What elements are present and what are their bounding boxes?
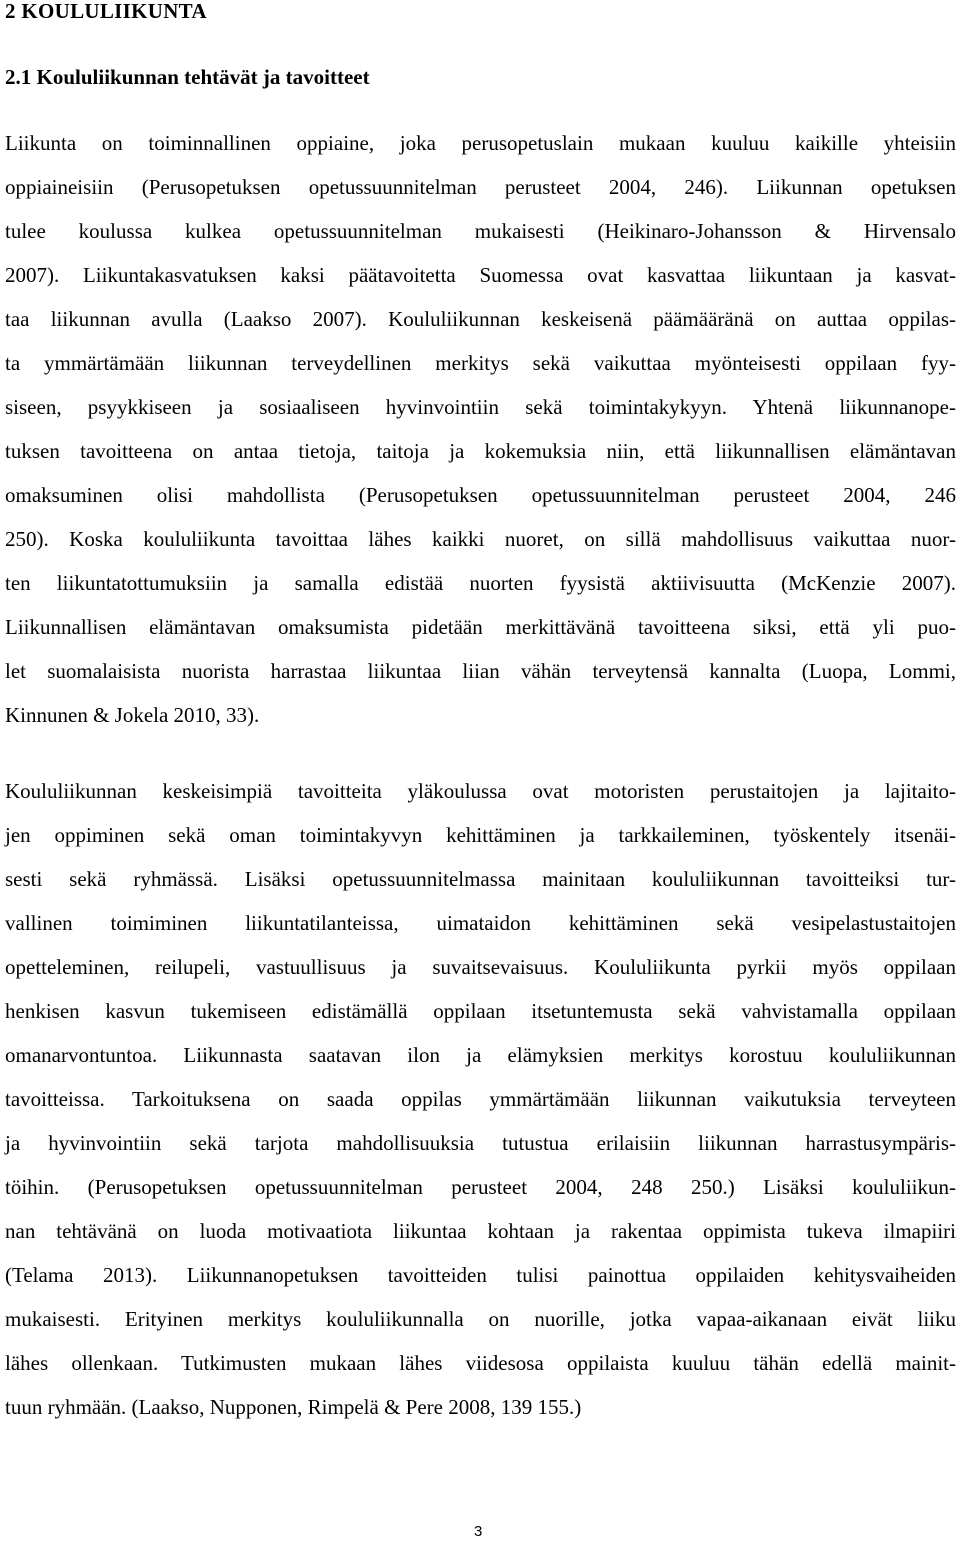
paragraph-2: [5, 769, 956, 1429]
paragraph-line: tuun ryhmään. (Laakso, Nupponen, Rimpelä & Pere 2008, 139 155.): [5, 1395, 582, 1419]
section-heading: 2.1 Koululiikunnan tehtävät ja tavoitteet: [5, 65, 370, 89]
paragraph-line: siseen, psyykkiseen ja sosiaaliseen hyvinvointiin sekä toimintakykyyn. Yhtenä liikunnanope-: [5, 395, 956, 419]
paragraph-line: omaksuminen olisi mahdollista (Perusopetuksen opetussuunnitelman perusteet 2004, 246: [5, 483, 956, 507]
paragraph-line: opetteleminen, reilupeli, vastuullisuus ja suvaitsevaisuus. Koululiikunta pyrkii myös oppilaan: [5, 955, 956, 979]
paragraph-line: nan tehtävänä on luoda motivaatiota liikuntaa kohtaan ja rakentaa oppimista tukeva ilmapiiri: [5, 1219, 956, 1243]
paragraph-line: vallinen toimiminen liikuntatilanteissa, uimataidon kehittäminen sekä vesipelastustaitojen: [5, 911, 956, 935]
paragraph-line: omanarvontuntoa. Liikunnasta saatavan ilon ja elämyksien merkitys korostuu koululiikunnan: [5, 1043, 956, 1067]
paragraph-line: tulee koulussa kulkea opetussuunnitelman mukaisesti (Heikinaro-Johansson & Hirvensalo: [5, 219, 956, 243]
paragraph-line: tuksen tavoitteena on antaa tietoja, taitoja ja kokemuksia niin, että liikunnallisen elämäntavan: [5, 439, 956, 463]
paragraph-line: Liikunnallisen elämäntavan omaksumista pidetään merkittävänä tavoitteena siksi, että yli puo-: [5, 615, 956, 639]
paragraph-line: sesti sekä ryhmässä. Lisäksi opetussuunnitelmassa mainitaan koululiikunnan tavoitteiksi tur-: [5, 867, 956, 891]
paragraph-line: tavoitteissa. Tarkoituksena on saada oppilas ymmärtämään liikunnan vaikutuksia terveyteen: [5, 1087, 956, 1111]
paragraph-line: henkisen kasvun tukemiseen edistämällä oppilaan itsetuntemusta sekä vahvistamalla oppilaan: [5, 999, 956, 1023]
paragraph-line: Liikunta on toiminnallinen oppiaine, joka perusopetuslain mukaan kuuluu kaikille yhteisiin: [5, 131, 956, 155]
paragraph-line: lähes ollenkaan. Tutkimusten mukaan lähes viidesosa oppilaista kuuluu tähän edellä mainit-: [5, 1351, 956, 1375]
paragraph-line: let suomalaisista nuorista harrastaa liikuntaa liian vähän terveytensä kannalta (Luopa, Lommi,: [5, 659, 956, 683]
paragraph-line: Kinnunen & Jokela 2010, 33).: [5, 703, 260, 727]
paragraph-line: jen oppiminen sekä oman toimintakyvyn kehittäminen ja tarkkaileminen, työskentely itsenäi-: [5, 823, 956, 847]
paragraph-line: 2007). Liikuntakasvatuksen kaksi päätavoitetta Suomessa ovat kasvattaa liikuntaan ja kasvat-: [5, 263, 956, 287]
paragraph-line: ja hyvinvointiin sekä tarjota mahdollisuuksia tutustua erilaisiin liikunnan harrastusympäris-: [5, 1131, 956, 1155]
paragraph-line: mukaisesti. Erityinen merkitys koululiikunnalla on nuorille, jotka vapaa-aikanaan eivät liiku: [5, 1307, 956, 1331]
paragraph-line: töihin. (Perusopetuksen opetussuunnitelman perusteet 2004, 248 250.) Lisäksi koululiikun-: [5, 1175, 956, 1199]
paragraph-1: [5, 121, 956, 737]
paragraph-line: 250). Koska koululiikunta tavoittaa lähes kaikki nuoret, on sillä mahdollisuus vaikuttaa nuor-: [5, 527, 956, 551]
chapter-heading: 2 KOULULIIKUNTA: [5, 0, 207, 23]
paragraph-line: ta ymmärtämään liikunnan terveydellinen merkitys sekä vaikuttaa myönteisesti oppilaan fyy-: [5, 351, 956, 375]
paragraph-line: oppiaineisiin (Perusopetuksen opetussuunnitelman perusteet 2004, 246). Liikunnan opetuksen: [5, 175, 956, 199]
paragraph-line: (Telama 2013). Liikunnanopetuksen tavoitteiden tulisi painottua oppilaiden kehitysvaiheiden: [5, 1263, 956, 1287]
paragraph-line: taa liikunnan avulla (Laakso 2007). Koululiikunnan keskeisenä päämääränä on auttaa oppilas-: [5, 307, 956, 331]
page-number: 3: [474, 1523, 483, 1540]
paragraph-line: ten liikuntatottumuksiin ja samalla edistää nuorten fyysistä aktiivisuutta (McKenzie 2007).: [5, 571, 956, 595]
paragraph-line: Koululiikunnan keskeisimpiä tavoitteita yläkoulussa ovat motoristen perustaitojen ja lajitaito-: [5, 779, 956, 803]
